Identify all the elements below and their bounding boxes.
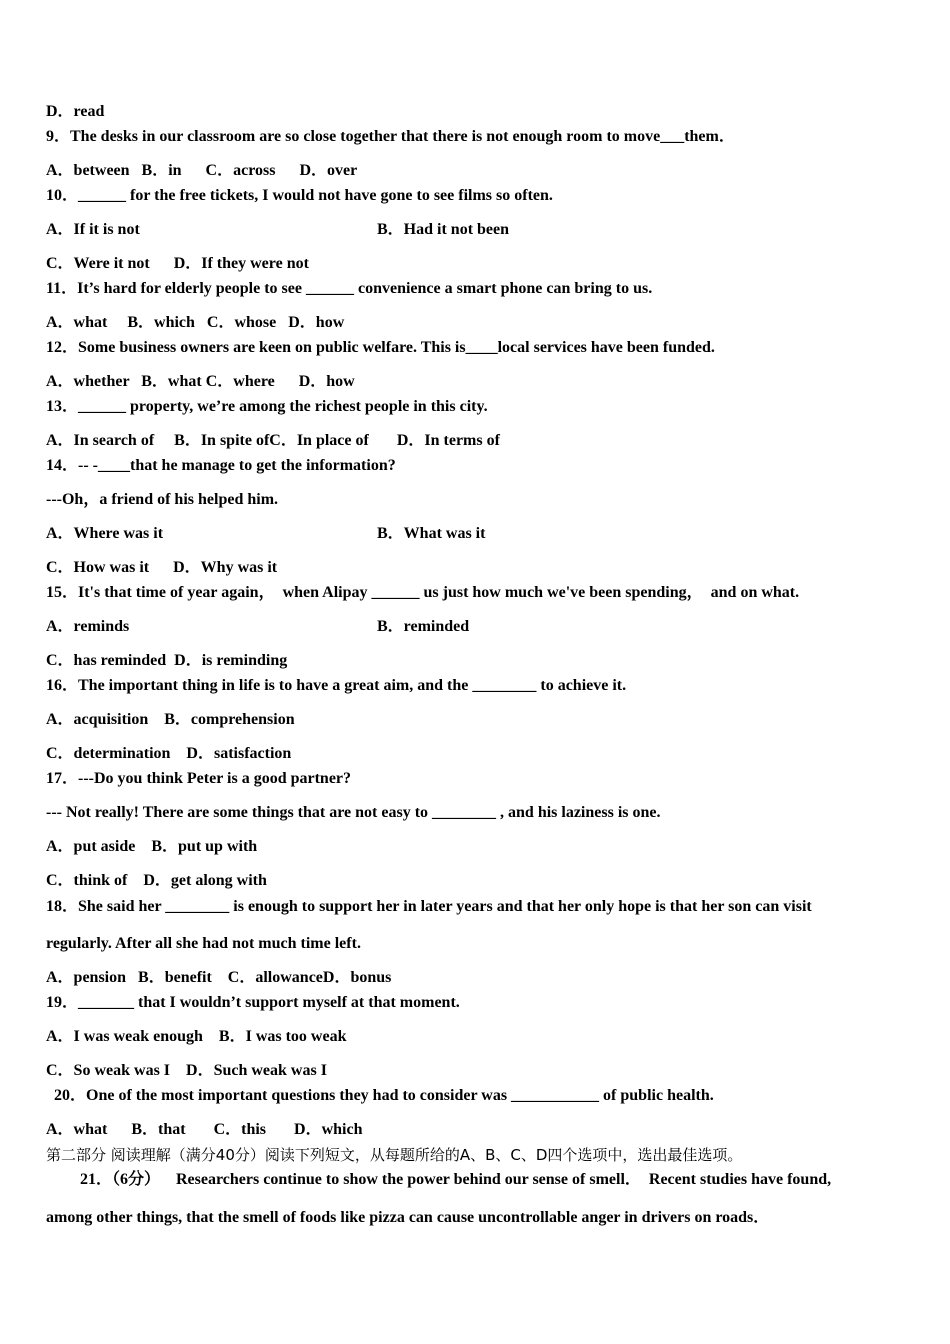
q10-option-b: B．Had it not been [377,221,510,238]
q9-stem: 9．The desks in our classroom are so close together that there is not enough room to move___them． [46,128,735,145]
q12-stem: 12．Some business owners are keen on public welfare. This is____local services have been funded. [46,339,715,356]
q15-stem: 15．It's that time of year again， when Alipay ______ us just how much we've been spending， and on what. [46,584,800,601]
q15-options-cd: C．has reminded D．is reminding [46,652,288,669]
q10-options-cd: C．Were it not D．If they were not [46,255,309,272]
q19-options-ab: A．I was weak enough B．I was too weak [46,1028,347,1045]
q15-option-a: A．reminds [46,618,130,635]
q17-reply: --- Not really! There are some things that are not easy to ________ , and his laziness is one. [46,804,661,821]
q13-options: A．In search of B．In spite ofC．In place of D．In terms of [46,432,500,449]
q12-options: A．whether B．what C．where D．how [46,373,355,390]
q14-option-a: A．Where was it [46,525,164,542]
q17-options-cd: C．think of D．get along with [46,872,267,889]
q17-options-ab: A．put aside B．put up with [46,838,258,855]
q10-stem: 10．______ for the free tickets, I would not have gone to see films so often. [46,187,553,204]
q21-passage-line2: among other things, that the smell of foods like pizza can cause uncontrollable anger in drivers on roads． [46,1209,770,1226]
q11-options: A．what B．which C．whose D．how [46,314,345,331]
q11-stem: 11．It’s hard for elderly people to see ______ convenience a smart phone can bring to us. [46,280,653,297]
q16-options-cd: C．determination D．satisfaction [46,745,292,762]
q14-reply: ---Oh，a friend of his helped him. [46,491,279,508]
q14-option-b: B．What was it [377,525,486,542]
q15-option-b: B．reminded [377,618,470,635]
q10-option-a: A．If it is not [46,221,140,238]
q16-stem: 16．The important thing in life is to have a great aim, and the ________ to achieve it. [46,677,627,694]
q18-stem: 18．She said her ________ is enough to support her in later years and that her only hope is that her son can visit [46,898,812,915]
q9-options: A．between B．in C．across D．over [46,162,358,179]
q21-passage-line1: 21．（6分） Researchers continue to show the power behind our sense of smell． Recent studies have found, [80,1171,832,1188]
q13-stem: 13．______ property, we’re among the richest people in this city. [46,398,488,415]
q18-options: A．pension B．benefit C．allowanceD．bonus [46,969,392,986]
q17-stem: 17．---Do you think Peter is a good partner? [46,770,352,787]
part2-heading: 第二部分 阅读理解（满分40分）阅读下列短文，从每题所给的A、B、C、D四个选项中，选出最佳选项。 [46,1146,743,1164]
q19-stem: 19．_______ that I wouldn’t support myself at that moment. [46,994,460,1011]
q14-stem: 14．-- -____that he manage to get the information? [46,457,396,474]
q14-options-cd: C．How was it D．Why was it [46,559,278,576]
q16-options-ab: A．acquisition B．comprehension [46,711,295,728]
q18-stem-cont: regularly. After all she had not much time left. [46,935,361,952]
q8-option-d: D．read [46,103,105,120]
q20-options: A．what B．that C．this D．which [46,1121,363,1138]
q19-options-cd: C．So weak was I D．Such weak was I [46,1062,327,1079]
q20-stem: 20．One of the most important questions they had to consider was ___________ of public health. [54,1087,714,1104]
